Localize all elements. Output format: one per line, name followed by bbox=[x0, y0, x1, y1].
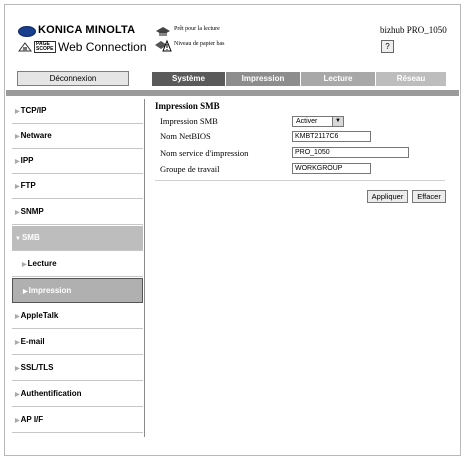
clear-button[interactable]: Effacer bbox=[412, 190, 446, 203]
tab-reseau[interactable]: Réseau bbox=[376, 72, 446, 86]
tab-systeme[interactable]: Système bbox=[152, 72, 225, 86]
arrow-right-icon: ▶ bbox=[15, 184, 20, 190]
arrow-down-icon: ▼ bbox=[15, 236, 21, 242]
sidebar-item-ssltls[interactable] bbox=[12, 356, 143, 381]
sidebar-item-netware[interactable] bbox=[12, 124, 143, 149]
workgroup-label: Groupe de travail bbox=[160, 164, 220, 174]
sidebar-item-label: Authentification bbox=[20, 389, 82, 398]
warning-icon bbox=[154, 38, 172, 52]
arrow-right-icon: ▶ bbox=[15, 392, 20, 398]
sidebar-item-label: IPP bbox=[20, 156, 34, 165]
sidebar-item-label: SNMP bbox=[20, 207, 44, 216]
web-connection-title: Web Connection bbox=[58, 40, 147, 54]
service-name-label: Nom service d'impression bbox=[160, 148, 249, 158]
status-paper-text: Niveau de papier bas bbox=[174, 41, 225, 47]
pagescope-bottom: SCOPE bbox=[36, 46, 54, 52]
konica-minolta-logo-icon bbox=[18, 26, 36, 37]
arrow-right-icon: ▶ bbox=[15, 418, 20, 424]
help-button[interactable]: ? bbox=[381, 40, 394, 53]
arrow-right-icon: ▶ bbox=[15, 314, 20, 320]
printer-ready-icon bbox=[154, 24, 172, 36]
pagescope-logo-icon bbox=[18, 40, 32, 52]
section-title: Impression SMB bbox=[155, 101, 220, 111]
sidebar-item-label: Netware bbox=[20, 131, 52, 140]
model-name: bizhub PRO_1050 bbox=[380, 25, 447, 35]
smb-print-select[interactable] bbox=[292, 116, 344, 127]
arrow-right-icon: ▶ bbox=[15, 134, 20, 140]
sidebar-item-label: TCP/IP bbox=[20, 106, 47, 115]
form-divider bbox=[155, 180, 445, 181]
arrow-right-icon: ▶ bbox=[15, 210, 20, 216]
smb-print-value: Activer bbox=[296, 118, 318, 125]
logout-button[interactable]: Déconnexion bbox=[17, 71, 129, 86]
arrow-right-icon: ▶ bbox=[22, 262, 27, 268]
pagescope-logo-text bbox=[34, 41, 56, 53]
sidebar-item-snmp[interactable] bbox=[12, 200, 143, 225]
pagescope-top: PAGE bbox=[36, 41, 50, 47]
sidebar-item-label: E-mail bbox=[20, 337, 45, 346]
sidebar-item-label: AP I/F bbox=[20, 415, 44, 424]
status-ready-text: Prêt pour la lecture bbox=[174, 26, 220, 32]
tab-lecture[interactable]: Lecture bbox=[301, 72, 375, 86]
netbios-label: Nom NetBIOS bbox=[160, 131, 211, 141]
arrow-right-icon: ▶ bbox=[15, 109, 20, 115]
netbios-input[interactable]: KMBT2117C6 bbox=[292, 131, 371, 142]
sidebar-item-label: SSL/TLS bbox=[20, 363, 54, 372]
sidebar-subitem-impression[interactable] bbox=[12, 278, 143, 303]
sidebar-item-authentification[interactable] bbox=[12, 382, 143, 407]
sidebar-item-label: SMB bbox=[21, 233, 40, 242]
sidebar-item-label: Lecture bbox=[27, 259, 57, 268]
arrow-right-icon: ▶ bbox=[15, 159, 20, 165]
sidebar-item-tcpip[interactable] bbox=[12, 99, 143, 124]
sidebar-item-ipp[interactable] bbox=[12, 149, 143, 174]
sidebar-item-appletalk[interactable] bbox=[12, 304, 143, 329]
sidebar bbox=[12, 99, 145, 437]
sidebar-item-label: AppleTalk bbox=[20, 311, 59, 320]
sidebar-item-ftp[interactable] bbox=[12, 174, 143, 199]
sidebar-item-apif[interactable] bbox=[12, 408, 143, 433]
arrow-right-icon: ▶ bbox=[23, 289, 28, 295]
arrow-right-icon: ▶ bbox=[15, 366, 20, 372]
sidebar-item-email[interactable] bbox=[12, 330, 143, 355]
apply-button[interactable]: Appliquer bbox=[367, 190, 408, 203]
arrow-right-icon: ▶ bbox=[15, 340, 20, 346]
sidebar-subitem-lecture[interactable] bbox=[12, 252, 143, 277]
chevron-down-icon[interactable]: ▼ bbox=[332, 117, 343, 126]
workgroup-input[interactable]: WORKGROUP bbox=[292, 163, 371, 174]
smb-print-label: Impression SMB bbox=[160, 116, 218, 126]
sidebar-item-label: FTP bbox=[20, 181, 36, 190]
sidebar-item-smb[interactable] bbox=[12, 226, 143, 251]
header-separator bbox=[6, 90, 459, 96]
tab-impression[interactable]: Impression bbox=[226, 72, 300, 86]
brand-name: KONICA MINOLTA bbox=[38, 24, 136, 36]
sidebar-item-label: Impression bbox=[28, 286, 72, 295]
service-name-input[interactable]: PRO_1050 bbox=[292, 147, 409, 158]
